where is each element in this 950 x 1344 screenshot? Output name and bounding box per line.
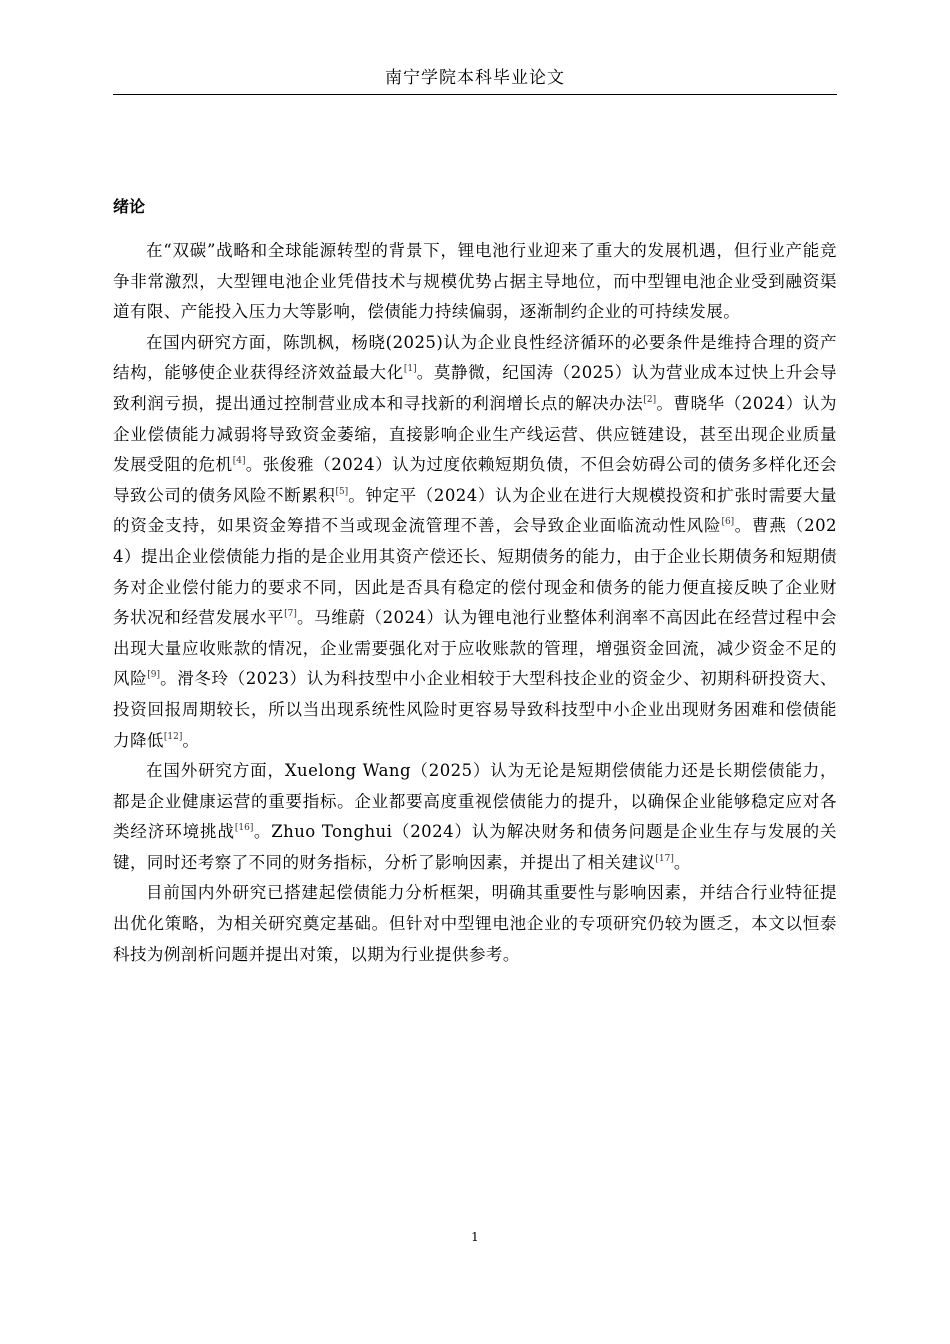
paragraph-text: 在国内研究方面，陈凯枫，杨晓(2025)认为企业良性经济循环的必要条件是维持合理的资产结构，能够使企业获得经济效益最大化 [113, 332, 837, 383]
paragraph-text: 目前国内外研究已搭建起偿债能力分析框架，明确其重要性与影响因素，并结合行业特征提出优化策略，为相关研究奠定基础。但针对中型锂电池企业的专项研究仍较为匮乏，本文以恒泰科技为例剖析问题并提出对策，以期为行业提供参考。 [113, 883, 837, 964]
thesis-header-title: 南宁学院本科毕业论文 [385, 68, 565, 88]
paragraph-text: 。Zhuo Tonghui（2024）认为解决财务和债务问题是企业生存与发展的关键，同时还考察了不同的财务指标，分析了影响因素，并提出了相关建议 [113, 822, 838, 872]
citation-ref: [4] [232, 456, 246, 467]
paragraph-text: 。 [673, 852, 691, 872]
paragraph-text: 。莫静微，纪国涛（2025）认为营业成本过快上升会导致利润亏损，提出通过控制营业成本和寻找新的利润增长点的解决办法 [113, 363, 837, 413]
citation-ref: [1] [403, 364, 417, 375]
citation-ref: [5] [335, 486, 349, 497]
paragraph-background [113, 236, 837, 328]
citation-ref: [17] [655, 853, 674, 864]
paragraph-text: 。 [182, 730, 200, 750]
paragraph-domestic-research [113, 328, 837, 756]
paragraph-text: 。曹燕（2024）提出企业偿债能力指的是企业用其资产偿还长、短期债务的能力，由于企业长期债务和短期债务对企业偿付能力的要求不同，因此是否具有稳定的偿付现金和债务的能力便直接反映了企业财务状况和经营发展水平 [113, 516, 837, 628]
main-body [113, 236, 837, 970]
citation-ref: [6] [721, 517, 735, 528]
paragraph-text: 在“双碳”战略和全球能源转型的背景下，锂电池行业迎来了重大的发展机遇，但行业产能竞争非常激烈，大型锂电池企业凭借技术与规模优势占据主导地位，而中型锂电池企业受到融资渠道有限、产能投入压力大等影响，偿债能力持续偏弱，逐渐制约企业的可持续发展。 [113, 241, 837, 322]
paragraph-text: 。马维蔚（2024）认为锂电池行业整体利润率不高因此在经营过程中会出现大量应收账款的情况，企业需要强化对于应收账款的管理，增强资金回流，减少资金不足的风险 [113, 608, 838, 689]
citation-ref: [2] [643, 394, 657, 405]
citation-ref: [12] [163, 731, 183, 742]
header-divider [113, 94, 837, 95]
citation-ref: [9] [147, 670, 160, 681]
paragraph-text: 。张俊雅（2024）认为过度依赖短期负债，不但会妨碍公司的债务多样化还会导致公司的债务风险不断累积 [113, 455, 837, 505]
section-heading: 绪论 [113, 197, 146, 216]
page-number: 1 [471, 1230, 479, 1244]
paragraph-foreign-research [113, 756, 837, 878]
citation-ref: [16] [234, 823, 254, 834]
paragraph-summary [113, 878, 837, 970]
paragraph-text: 。曹晓华（2024）认为企业偿债能力减弱将导致资金萎缩，直接影响企业生产线运营、供应链建设，甚至出现企业质量发展受阻的危机 [113, 393, 837, 475]
paragraph-text: 。滑冬玲（2023）认为科技型中小企业相较于大型科技企业的资金少、初期科研投资大、投资回报周期较长，所以当出现系统性风险时更容易导致科技型中小企业出现财务困难和偿债能力降低 [113, 669, 837, 750]
page-header [113, 66, 837, 90]
paragraph-text: 。钟定平（2024）认为企业在进行大规模投资和扩张时需要大量的资金支持，如果资金筹措不当或现金流管理不善，会导致企业面临流动性风险 [113, 485, 837, 536]
paragraph-text: 在国外研究方面，Xuelong Wang（2025）认为无论是短期偿债能力还是长期偿债能力，都是企业健康运营的重要指标。企业都要高度重视偿债能力的提升，以确保企业能够稳定应对各类经济环境挑战 [113, 761, 837, 842]
citation-ref: [7] [284, 609, 297, 620]
